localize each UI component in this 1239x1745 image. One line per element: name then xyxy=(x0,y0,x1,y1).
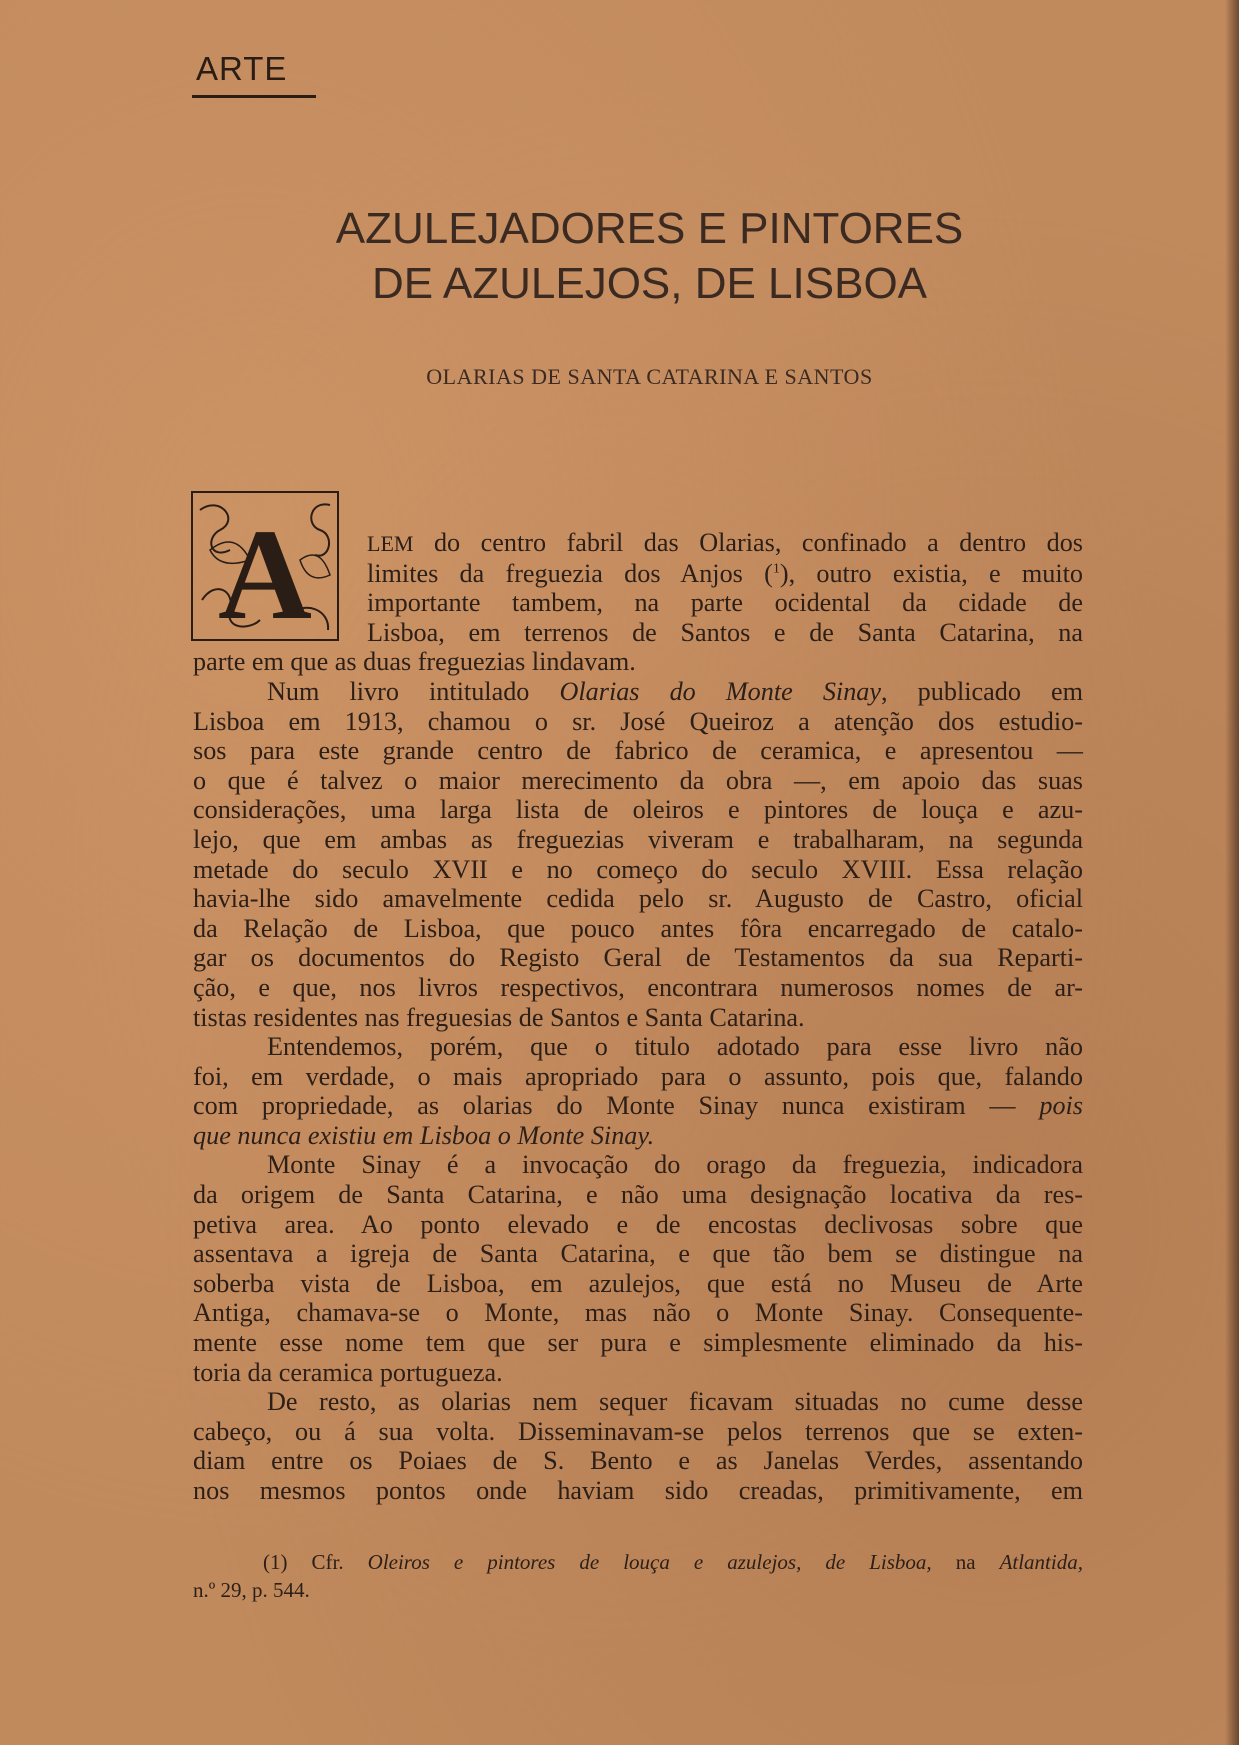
text-line: foi, em verdade, o mais apropriado para o assunto, pois que, falando xyxy=(193,1061,1083,1091)
text-line: ção, e que, nos livros respectivos, encontrara numerosos nomes de ar- xyxy=(193,972,1083,1002)
section-underline xyxy=(192,95,316,98)
text-line: lejo, que em ambas as freguezias viveram e trabalharam, na segunda xyxy=(193,824,1083,854)
text-line: Lisboa em 1913, chamou o sr. José Queiroz a atenção dos estudio- xyxy=(193,706,1083,736)
text-line: Entendemos, porém, que o titulo adotado para esse livro não xyxy=(267,1032,1083,1062)
text-line: parte em que as duas freguezias lindavam. xyxy=(193,647,636,677)
footnote xyxy=(193,1548,1083,1604)
text-line: da origem de Santa Catarina, e não uma designação locativa da res- xyxy=(193,1180,1083,1210)
text-line: Monte Sinay é a invocação do orago da freguezia, indicadora xyxy=(267,1150,1083,1180)
footnote-ref: 1 xyxy=(772,560,780,576)
text-line: assentava a igreja de Santa Catarina, e que tão bem se distingue na xyxy=(193,1239,1083,1269)
text-line: havia-lhe sido amavelmente cedida pelo sr. Augusto de Castro, oficial xyxy=(193,884,1083,914)
text-line: metade do seculo XVII e no começo do seculo XVIII. Essa relação xyxy=(193,854,1083,884)
section-heading: ARTE xyxy=(196,50,288,87)
text-line: soberba vista de Lisboa, em azulejos, que está no Museu de Arte xyxy=(193,1268,1083,1298)
text-line: da Relação de Lisboa, que pouco antes fôra encarregado de catalo- xyxy=(193,913,1083,943)
text-line: petiva area. Ao ponto elevado e de encostas declivosas sobre que xyxy=(193,1209,1083,1239)
text-line: mente esse nome tem que ser pura e simplesmente eliminado da his- xyxy=(193,1328,1083,1358)
text-line: cabeço, ou á sua volta. Disseminavam-se pelos terrenos que se exten- xyxy=(193,1416,1083,1446)
text-line: LEM do centro fabril das Olarias, confinado a dentro dos xyxy=(367,528,1083,557)
text-line: De resto, as olarias nem sequer ficavam situadas no cume desse xyxy=(267,1387,1083,1417)
text-line: tistas residentes nas freguesias de Santos e Santa Catarina. xyxy=(193,1002,805,1032)
text-line: gar os documentos do Registo Geral de Testamentos da sua Reparti- xyxy=(193,943,1083,973)
footnote-line: n.º 29, p. 544. xyxy=(193,1578,310,1602)
text-line: sos para este grande centro de fabrico de ceramica, e apresentou — xyxy=(193,736,1083,766)
text-line: Lisboa, em terrenos de Santos e de Santa Catarina, na xyxy=(367,617,1083,647)
text-line: Antiga, chamava-se o Monte, mas não o Monte Sinay. Consequente- xyxy=(193,1298,1083,1328)
title-line-1: AZULEJADORES E PINTORES xyxy=(335,204,964,253)
text-line: toria da ceramica portugueza. xyxy=(193,1357,503,1387)
dropcap-letter: A xyxy=(218,503,312,642)
text-line: Num livro intitulado Olarias do Monte Sinay, publicado em xyxy=(267,676,1084,706)
subtitle: OLARIAS DE SANTA CATARINA E SANTOS xyxy=(426,364,873,389)
text-line: nos mesmos pontos onde haviam sido creadas, primitivamente, em xyxy=(193,1476,1083,1505)
text-line: que nunca existiu em Lisboa o Monte Sinay. xyxy=(193,1120,655,1150)
text-line: com propriedade, as olarias do Monte Sinay nunca existiram — pois xyxy=(193,1091,1083,1121)
text-line: considerações, uma larga lista de oleiros e pintores de louça e azu- xyxy=(193,795,1083,825)
title-line-2: DE AZULEJOS, DE LISBOA xyxy=(371,259,928,308)
book-title: Olarias do Monte Sinay xyxy=(559,676,882,706)
text-line: importante tambem, na parte ocidental da cidade de xyxy=(367,588,1083,618)
article-body xyxy=(193,528,1083,1506)
text-line: diam entre os Poiaes de S. Bento e as Janelas Verdes, assentando xyxy=(193,1446,1083,1476)
footnote-line: (1) Cfr. Oleiros e pintores de louça e azulejos, de Lisboa, na Atlantida, xyxy=(263,1550,1083,1574)
text-line: limites da freguezia dos Anjos ($^1$), outro existia, e muito xyxy=(367,558,1083,588)
text-line: o que é talvez o maior merecimento da obra —, em apoio das suas xyxy=(193,765,1083,795)
